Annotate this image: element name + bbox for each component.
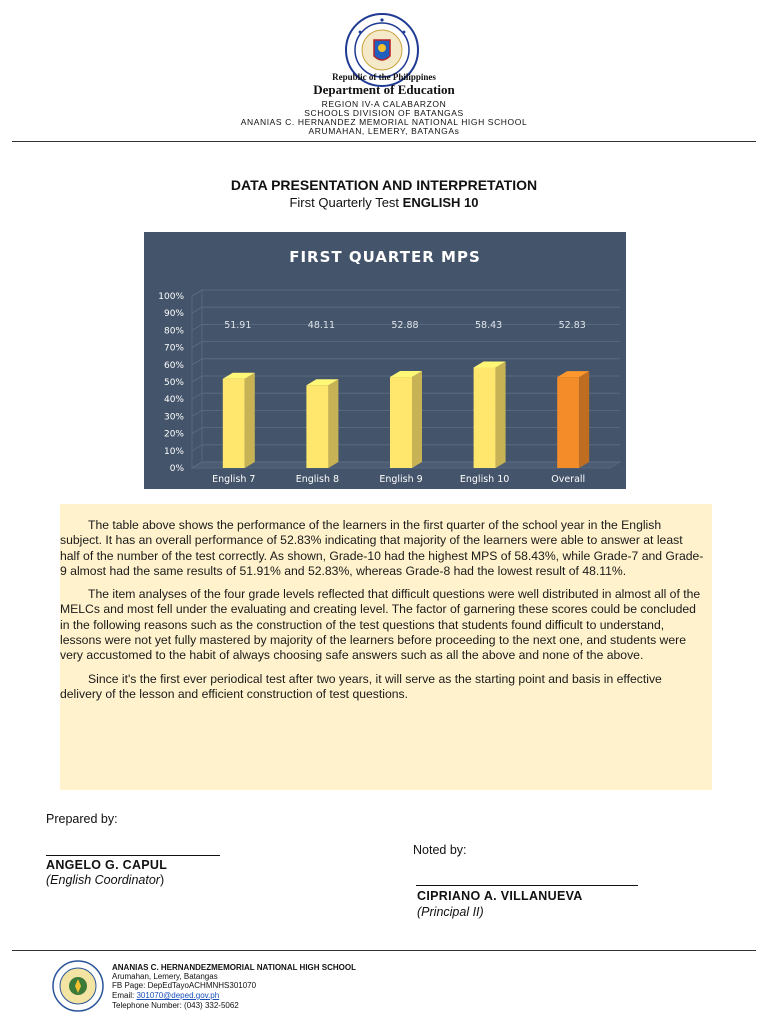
- mps-bar-chart: [144, 232, 626, 489]
- footer-email: [112, 991, 219, 1001]
- chart-bar: [474, 368, 496, 468]
- prepared-name: ANGELO G. CAPUL: [46, 858, 168, 872]
- prepared-role: [46, 873, 164, 887]
- chart-gridline: [192, 307, 620, 313]
- chart-category-label: English 7: [212, 474, 256, 485]
- chart-value-label: 51.91: [224, 320, 252, 331]
- chart-title: FIRST QUARTER MPS: [289, 248, 481, 266]
- chart-bar-side: [496, 362, 506, 468]
- header-address: ARUMAHAN, LEMERY, BATANGAs: [308, 126, 460, 136]
- document-subtitle: [0, 195, 768, 210]
- noted-role: (Principal II): [417, 905, 484, 919]
- chart-gridline: [192, 290, 620, 296]
- interpretation-paragraph-1: The table above shows the performance of the learners in the first quarter of the school year in the English subject. It has an overall performance of 52.83% indicating that majority of the learners were able to answer at least half of the number of the test correctly. As shown, Grade-10 had the highest MPS of 58.43%, while Grade-7 and Grade-9 almost had the same results of 51.91% and 52.83%, whereas Grade-8 had the lowest result of 48.11%.: [60, 518, 704, 578]
- subtitle-subject: ENGLISH 10: [402, 195, 479, 210]
- chart-y-tick-label: 10%: [163, 446, 184, 457]
- footer-fb: FB Page: DepEdTayoACHMNHS301070: [112, 981, 257, 990]
- chart-y-tick-label: 80%: [163, 326, 184, 337]
- interpretation-paragraph-3: Since it's the first ever periodical test after two years, it will serve as the starting point and basis in effective delivery of the lesson and efficient construction of test questions.: [60, 671, 662, 701]
- chart-y-tick-label: 30%: [163, 412, 184, 423]
- header-republic: Republic of the Philippines: [332, 72, 436, 82]
- footer-address: Arumahan, Lemery, Batangas: [112, 972, 218, 981]
- footer-phone: Telephone Number: (043) 332-5062: [112, 1001, 239, 1010]
- school-logo: [52, 960, 104, 1012]
- prepared-by-label: Prepared by:: [46, 812, 118, 826]
- chart-bar-side: [245, 373, 255, 468]
- prepared-role-close: ): [159, 873, 165, 887]
- footer-school: ANANIAS C. HERNANDEZMEMORIAL NATIONAL HIGH SCHOOL: [112, 963, 356, 972]
- chart-bar-side: [579, 371, 589, 468]
- header-division: SCHOOLS DIVISION OF BATANGAS: [304, 108, 464, 118]
- chart-canvas: [144, 232, 626, 489]
- chart-category-label: Overall: [551, 474, 586, 485]
- chart-bar: [390, 377, 412, 468]
- chart-y-tick-label: 40%: [163, 395, 184, 406]
- header-divider: [12, 141, 756, 142]
- noted-name: CIPRIANO A. VILLANUEVA: [417, 889, 583, 903]
- header-region: REGION IV-A CALABARZON: [321, 99, 447, 109]
- chart-bar: [557, 377, 579, 468]
- header-school: ANANIAS C. HERNANDEZ MEMORIAL NATIONAL HIGH SCHOOL: [240, 117, 528, 127]
- subtitle-prefix: First Quarterly Test: [289, 195, 400, 210]
- chart-y-tick-label: 90%: [163, 309, 184, 320]
- chart-category-label: English 9: [379, 474, 423, 485]
- interpretation-box: [60, 504, 712, 790]
- chart-gridline: [192, 342, 620, 348]
- chart-value-label: 48.11: [307, 320, 336, 331]
- chart-category-label: English 8: [295, 474, 340, 485]
- chart-y-tick-label: 70%: [163, 343, 184, 354]
- chart-bar: [306, 385, 328, 468]
- chart-category-label: English 10: [459, 474, 510, 485]
- footer-email-label: Email:: [112, 991, 135, 1000]
- document-title: DATA PRESENTATION AND INTERPRETATION: [230, 177, 538, 193]
- interpretation-paragraph-2: The item analyses of the four grade levels reflected that difficult questions were well distributed in almost all of the MELCs and most fell under the evaluating and creating level. The factor of garnering these scores could be concluded in the following reasons such as the construction of the test questions that students found difficult to understand, lessons were not yet fully mastered by majority of the learners before proceeding to the next one, and students were very accustomed to the habit of always choosing safe answers such as all the above and none of the above.: [60, 587, 701, 663]
- chart-value-label: 58.43: [474, 320, 503, 331]
- chart-bar-side: [412, 371, 422, 468]
- chart-y-tick-label: 60%: [163, 360, 184, 371]
- prepared-signature-line: [46, 855, 220, 856]
- header-department: Department of Education: [313, 82, 455, 97]
- chart-bar: [223, 379, 245, 468]
- chart-gridline: [192, 359, 620, 365]
- noted-by-label: Noted by:: [413, 843, 467, 857]
- chart-y-tick-label: 20%: [163, 429, 184, 440]
- chart-value-label: 52.88: [391, 320, 419, 331]
- chart-y-tick-label: 100%: [158, 292, 184, 302]
- footer-divider: [12, 950, 756, 951]
- chart-bar-side: [328, 379, 338, 468]
- chart-y-tick-label: 50%: [163, 378, 184, 388]
- chart-y-tick-label: 0%: [169, 464, 184, 474]
- noted-signature-line: [416, 885, 638, 886]
- footer-email-link[interactable]: 301070@deped.gov.ph: [136, 991, 220, 1000]
- prepared-role-text: (English Coordinator: [46, 873, 160, 887]
- chart-value-label: 52.83: [558, 320, 586, 331]
